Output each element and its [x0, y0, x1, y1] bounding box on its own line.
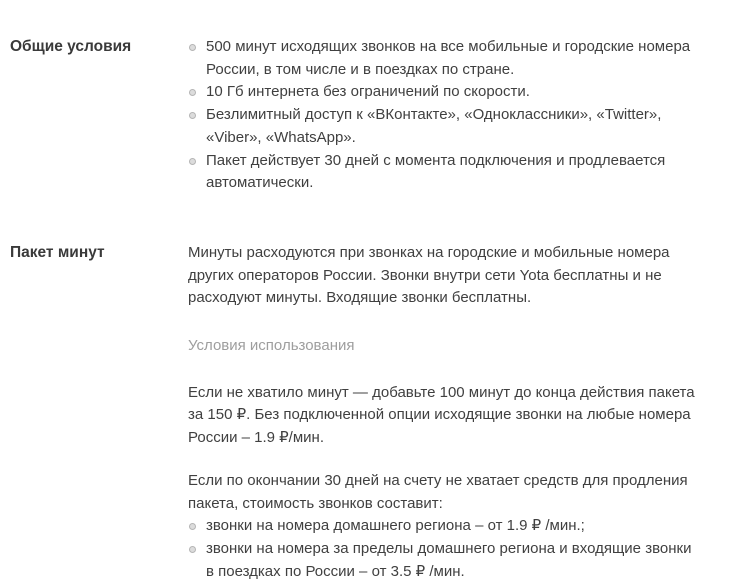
list-item: [188, 81, 700, 104]
list-item-text: звонки на номера домашнего региона – от 1.9 ₽ /мин.;: [206, 517, 585, 535]
minutes-intro-paragraph: Минуты расходуются при звонках на городские и мобильные номера других операторов России. Звонки внутри сети Yota бесплатны и не расходуют минуты. Входящие звонки бесплатны.: [188, 243, 670, 307]
usage-terms-subheading: Условия использования: [188, 337, 355, 355]
renewal-cost-paragraph: Если по окончании 30 дней на счету не хватает средств для продления пакета, стоимость звонков составит:: [188, 471, 688, 512]
bullet-dot-icon: [189, 112, 196, 119]
list-item: [188, 538, 700, 583]
list-item-text: Безлимитный доступ к «ВКонтакте», «Одноклассники», «Twitter», «Viber», «WhatsApp».: [206, 106, 662, 146]
list-item-text: Пакет действует 30 дней с момента подключения и продлевается автоматически.: [206, 151, 666, 192]
list-item: [188, 36, 700, 81]
section-label-minutes-package: Пакет минут: [10, 243, 105, 261]
section-label-general-conditions: Общие условия: [10, 38, 132, 55]
general-conditions-list: [188, 36, 700, 195]
general-conditions-content: [188, 36, 700, 195]
bullet-dot-icon: [189, 158, 196, 165]
call-rates-list: [188, 515, 700, 583]
bullet-dot-icon: [189, 546, 196, 553]
section-general-conditions: [10, 36, 743, 195]
list-item: [188, 104, 700, 149]
minutes-package-content: [188, 242, 700, 583]
extra-minutes-paragraph: Если не хватило минут — добавьте 100 минут до конца действия пакета за 150 ₽. Без подключенной опции исходящие звонки на любые номера России – 1.9 ₽/мин.: [188, 383, 695, 447]
section-minutes-package: [10, 242, 743, 583]
bullet-dot-icon: [189, 44, 196, 51]
list-item-text: 10 Гб интернета без ограничений по скорости.: [206, 83, 530, 101]
bullet-dot-icon: [189, 523, 196, 530]
list-item: [188, 515, 700, 538]
bullet-dot-icon: [189, 89, 196, 96]
list-item-text: 500 минут исходящих звонков на все мобильные и городские номера России, в том числе и в поездках по стране.: [206, 38, 691, 78]
list-item: [188, 150, 700, 195]
list-item-text: звонки на номера за пределы домашнего региона и входящие звонки в поездках по России – от 3.5 ₽ /мин.: [206, 539, 692, 580]
